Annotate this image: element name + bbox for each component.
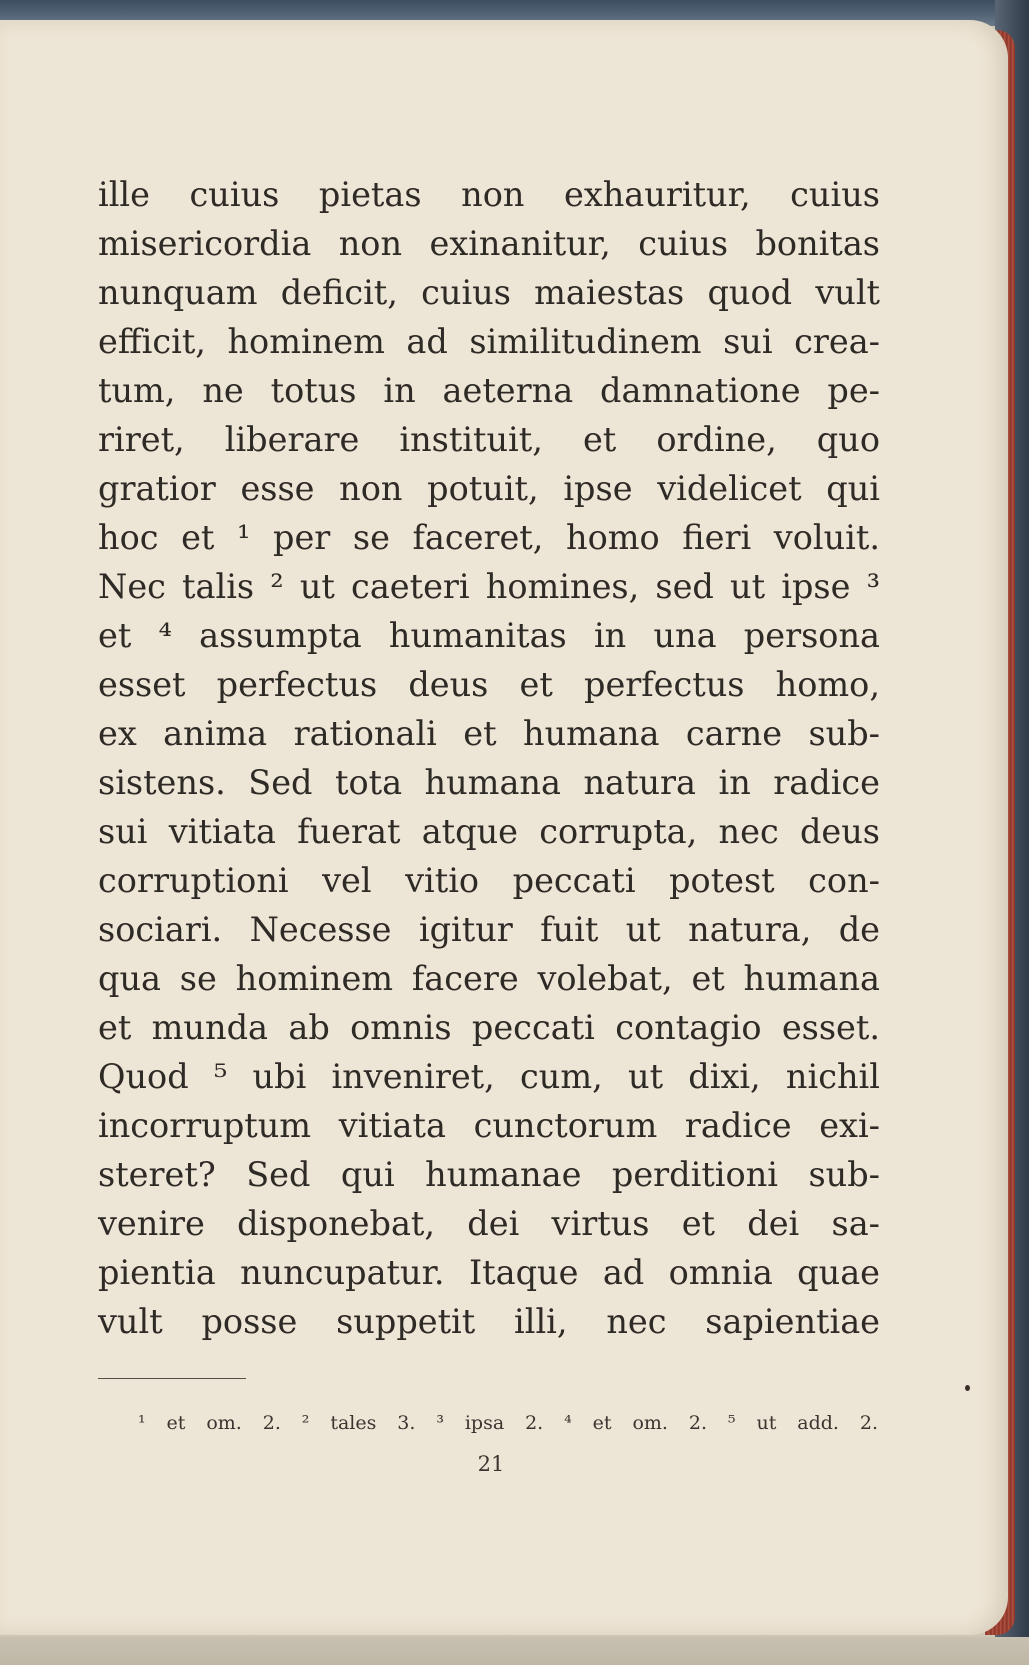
text-line: riret, liberare instituit, et ordine, quo [98,420,880,459]
text-line: ex anima rationali et humana carne sub- [98,714,880,753]
footnotes: ¹ et om. 2. ² tales 3. ³ ipsa 2. ⁴ et om. 2. ⁵ ut add. 2. [138,1412,878,1434]
text-line: sociari. Necesse igitur fuit ut natura, de [98,910,880,949]
text-line: hoc et ¹ per se faceret, homo fieri voluit. [98,518,880,557]
text-line: tum, ne totus in aeterna damnatione pe- [98,371,880,410]
text-line: Nec talis ² ut caeteri homines, sed ut ipse ³ [98,567,880,606]
text-line: esset perfectus deus et perfectus homo, [98,665,880,704]
text-line: pientia nuncupatur. Itaque ad omnia quae [98,1253,880,1292]
text-line: steret? Sed qui humanae perditioni sub- [98,1155,880,1194]
text-line: gratior esse non potuit, ipse videlicet qui [98,469,880,508]
text-line: sistens. Sed tota humana natura in radice [98,763,880,802]
text-line: et ⁴ assumpta humanitas in una persona [98,616,880,655]
text-line: qua se hominem facere volebat, et humana [98,959,880,998]
text-line: sui vitiata fuerat atque corrupta, nec deus [98,812,880,851]
text-line: efficit, hominem ad similitudinem sui crea- [98,322,880,361]
text-line: corruptioni vel vitio peccati potest con- [98,861,880,900]
text-line: vult posse suppetit illi, nec sapientiae [98,1302,880,1341]
text-line: venire disponebat, dei virtus et dei sa- [98,1204,880,1243]
text-line: Quod ⁵ ubi inveniret, cum, ut dixi, nichil [98,1057,880,1096]
text-line: et munda ab omnis peccati contagio esset. [98,1008,880,1047]
page-number: 21 [477,1452,505,1476]
footnote-rule [98,1378,246,1379]
body-text [98,170,880,1346]
ink-speck [965,1385,970,1391]
text-line: incorruptum vitiata cunctorum radice exi- [98,1106,880,1145]
text-line: ille cuius pietas non exhauritur, cuius [98,175,880,214]
text-line: misericordia non exinanitur, cuius bonitas [98,224,880,263]
text-line: nunquam deficit, cuius maiestas quod vult [98,273,880,312]
book-bottom-edge [0,1637,1029,1665]
